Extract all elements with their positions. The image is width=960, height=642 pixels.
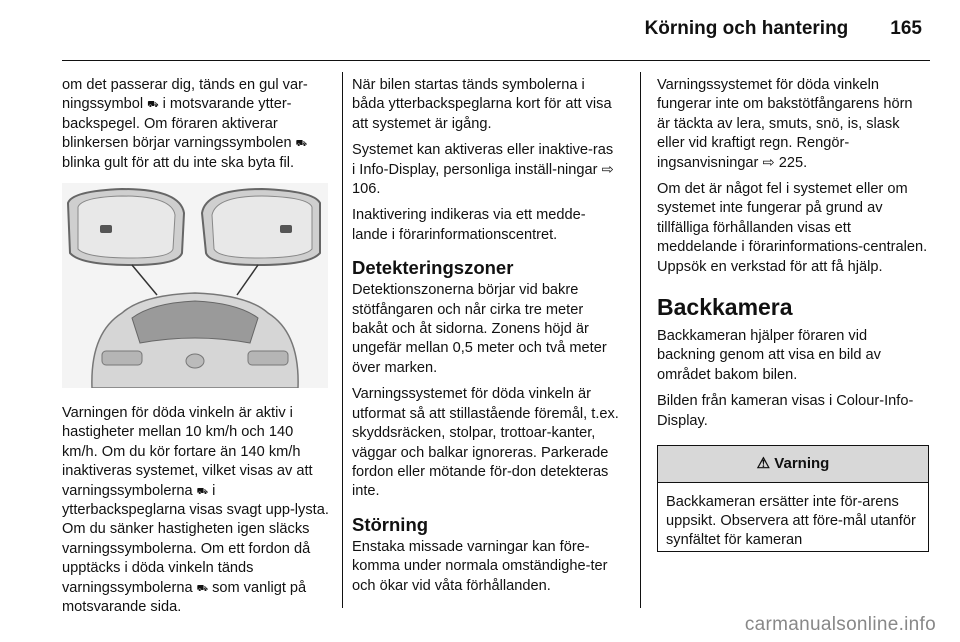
blind-spot-icon: ⛟ <box>196 485 208 496</box>
paragraph <box>657 76 929 173</box>
paragraph: Inaktivering indikeras via ett medde-lande i förarinformationscentret. <box>352 207 586 243</box>
text: Varningssystemet för döda vinkeln fungerar inte om bakstötfångarens hörn är täckta av lera, smuts, snö, is, slask eller vid kraftigt regn. Rengör-ingsanvisningar <box>657 77 913 171</box>
column-divider <box>640 72 641 608</box>
blind-spot-icon: ⛟ <box>147 99 159 110</box>
column-divider <box>342 72 343 608</box>
page-reference[interactable]: 106. <box>352 181 381 198</box>
text: blinka gult för att du inte ska byta fil. <box>62 154 295 171</box>
warning-box <box>657 445 929 552</box>
page-number: 165 <box>890 18 922 39</box>
page-header <box>645 18 922 40</box>
header-rule <box>62 60 930 61</box>
paragraph: Varningssystemet för döda vinkeln är utformat så att stillastående föremål, t.ex. skyddsräcken, stolpar, trottoar-kanter, väggar och balkar ignoreras. Parkerade fordon eller mötande för-don detekteras inte. <box>352 386 619 500</box>
paragraph: När bilen startas tänds symbolerna i båda ytterbackspeglarna kort för att visa att systemet är igång. <box>352 77 612 132</box>
column-3 <box>657 76 929 552</box>
paragraph <box>352 141 620 199</box>
text: i ytterbackspeglarna visas svagt upp-lysta. Om du sänker hastigheten igen släcks varningssymbolerna. Om ett fordon då upptäcks i döda vinkeln tänds varningssymbolerna <box>62 482 329 596</box>
paragraph <box>62 404 330 617</box>
paragraph: Om det är något fel i systemet eller om systemet inte fungerar på grund av tillfälliga förhållanden visas ett meddelande i förarinformations-centralen. Uppsök en verkstad för att få hjälp. <box>657 181 928 275</box>
text: i motsvarande ytter-backspegel. Om föraren aktiverar blinkersen börjar varningssymbolen <box>62 96 292 152</box>
page-ref-icon: ⇨ <box>601 161 614 178</box>
warning-triangle-icon: ⚠ <box>756 455 771 473</box>
column-1 <box>62 76 330 625</box>
blind-spot-icon: ⛟ <box>196 582 208 593</box>
warning-body: Backkameran ersätter inte för-arens uppsikt. Observera att före-mål utanför synfältet för kameran <box>666 493 916 549</box>
page-reference[interactable]: 225. <box>778 154 808 171</box>
text: Varningen för döda vinkeln är aktiv i hastigheter mellan 10 km/h och 140 km/h. Om du kör fortare än 140 km/h inaktiveras systemet, vilket visas av att varningssymbolerna <box>62 405 313 499</box>
text: Systemet kan aktiveras eller inaktive-ras i Info-Display, personliga inställ-ningar <box>352 142 614 178</box>
paragraph: Bilden från kameran visas i Colour-Info-Display. <box>657 393 914 429</box>
heading-reverse-camera: Backkamera <box>657 294 793 321</box>
section-title: Körning och hantering <box>644 18 849 39</box>
paragraph: Backkameran hjälper föraren vid backning genom att visa en bild av området bakom bilen. <box>657 328 881 383</box>
page-ref-icon: ⇨ <box>762 154 775 171</box>
warning-title: Varning <box>774 455 830 473</box>
text: om det passerar dig, tänds en gul var-ningssymbol <box>62 77 308 113</box>
text: som vanligt på motsvarande sida. <box>62 579 307 616</box>
warning-header <box>658 446 928 482</box>
column-2 <box>352 76 620 603</box>
heading-fault: Störning <box>352 513 429 535</box>
heading-detection-zones: Detekteringszoner <box>352 257 514 279</box>
warning-symbol-icon <box>100 225 112 233</box>
mirror-illustration <box>62 183 328 388</box>
blind-spot-icon: ⛟ <box>295 138 307 149</box>
paragraph: Enstaka missade varningar kan före-komma under normala omständighe-ter och ökar vid våta förhållanden. <box>352 538 608 594</box>
paragraph <box>62 76 330 173</box>
mirror-car-svg <box>62 183 328 388</box>
watermark: carmanualsonline.info <box>744 614 936 635</box>
warning-symbol-icon <box>280 225 292 233</box>
paragraph: Detektionszonerna börjar vid bakre stötfångaren och når cirka tre meter bakåt och åt sidorna. Zonens höjd är ungefär mellan 0,5 meter och två meter över marken. <box>352 282 607 376</box>
